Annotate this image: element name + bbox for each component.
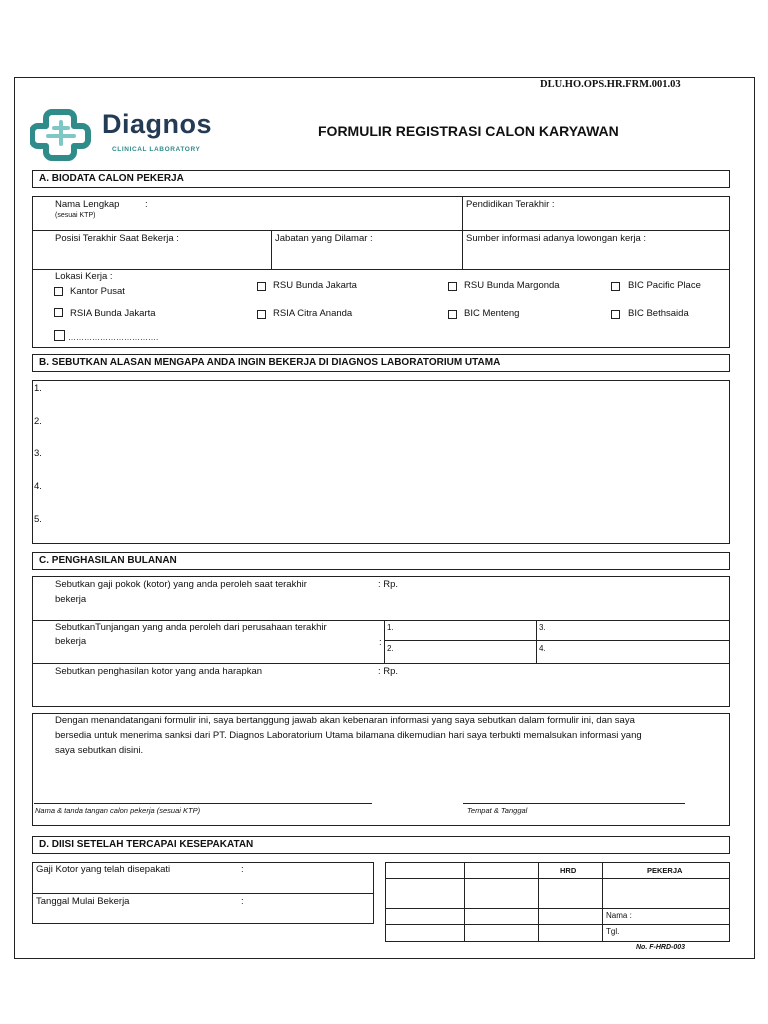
harapan-label: Sebutkan penghasilan kotor yang anda harapkan xyxy=(55,666,263,677)
nama-lengkap-note: (sesuai KTP) xyxy=(55,212,96,219)
location-label: RSIA Bunda Jakarta xyxy=(70,308,156,319)
gaji-disepakati-field[interactable] xyxy=(250,863,372,892)
section-c-title: C. PENGHASILAN BULANAN xyxy=(39,555,177,566)
approval-tgl-label: Tgl. xyxy=(606,927,620,936)
section-c-header xyxy=(32,552,730,570)
sumber-field[interactable] xyxy=(464,246,728,268)
gaji-disepakati-label: Gaji Kotor yang telah disepakati xyxy=(36,864,171,875)
checkbox-kantor-pusat[interactable] xyxy=(54,287,63,296)
posisi-field[interactable] xyxy=(34,246,269,268)
harapan-rp: : Rp. xyxy=(378,666,399,677)
biodata-row-divider-1 xyxy=(32,230,730,231)
kesepakatan-divider xyxy=(32,893,374,894)
checkbox-bic-pacific-place[interactable] xyxy=(611,282,620,291)
checkbox-rsia-citra-ananda[interactable] xyxy=(257,310,266,319)
location-label: RSU Bunda Margonda xyxy=(464,280,560,291)
diagnos-cross-icon xyxy=(30,106,92,164)
alasan-item: 1. xyxy=(34,383,42,394)
checkbox-bic-menteng[interactable] xyxy=(448,310,457,319)
alasan-item: 4. xyxy=(34,481,42,492)
location-label: RSIA Citra Ananda xyxy=(273,308,353,319)
approval-col-1 xyxy=(464,862,465,942)
signature-line xyxy=(34,803,372,804)
nama-lengkap-label: Nama Lengkap xyxy=(55,199,120,210)
location-label: BIC Menteng xyxy=(464,308,520,319)
penghasilan-divider-2 xyxy=(32,663,730,664)
logo-name: Diagnos xyxy=(102,109,213,139)
gaji-pokok-rp: : Rp. xyxy=(378,579,399,590)
approval-pekerja-signature[interactable] xyxy=(603,879,729,907)
harapan-field[interactable] xyxy=(404,665,726,705)
tunjangan-item[interactable]: 1. xyxy=(387,623,394,632)
posisi-label: Posisi Terakhir Saat Bekerja : xyxy=(55,233,179,244)
biodata-col-divider-1 xyxy=(462,196,463,269)
pendidikan-field[interactable] xyxy=(464,212,728,229)
form-number: No. F-HRD-003 xyxy=(636,944,686,951)
tunjangan-item[interactable]: 4. xyxy=(539,644,546,653)
section-a-header xyxy=(32,170,730,188)
penghasilan-divider-1 xyxy=(32,620,730,621)
tunjangan-left-line xyxy=(384,620,385,663)
tunjangan-item[interactable]: 3. xyxy=(539,623,546,632)
form-title: FORMULIR REGISTRASI CALON KARYAWAN xyxy=(318,123,619,139)
location-label: Kantor Pusat xyxy=(70,286,125,297)
place-date-line xyxy=(463,803,685,804)
gaji-pokok-label-1: Sebutkan gaji pokok (kotor) yang anda peroleh saat terakhir xyxy=(55,579,307,590)
declaration-line-3: saya sebutkan disini. xyxy=(55,745,144,756)
location-label: RSU Bunda Jakarta xyxy=(273,280,357,291)
approval-hrd-signature[interactable] xyxy=(539,879,601,907)
nama-lengkap-colon: : xyxy=(145,199,148,210)
tanggal-mulai-label: Tanggal Mulai Bekerja xyxy=(36,896,130,907)
alasan-item: 5. xyxy=(34,514,42,525)
tunjangan-colon: : xyxy=(379,637,382,648)
lainnya-field[interactable]: ……………………………. xyxy=(68,333,159,342)
tunjangan-item[interactable]: 2. xyxy=(387,644,394,653)
signature-caption: Nama & tanda tangan calon pekerja (sesuai KTP) xyxy=(35,806,201,815)
section-b-title: B. SEBUTKAN ALASAN MENGAPA ANDA INGIN BEKERJA DI DIAGNOS LABORATORIUM UTAMA xyxy=(39,357,501,368)
checkbox-bic-bethsaida[interactable] xyxy=(611,310,620,319)
declaration-line-1: Dengan menandatangani formulir ini, saya bertanggung jawab akan kebenaran informasi yang saya sebutkan dalam formulir ini, dan saya xyxy=(55,715,635,726)
approval-hrd-header: HRD xyxy=(560,866,577,875)
biodata-col-divider-2 xyxy=(271,230,272,269)
alasan-item: 2. xyxy=(34,416,42,427)
alasan-item: 3. xyxy=(34,448,42,459)
pendidikan-label: Pendidikan Terakhir : xyxy=(466,199,555,210)
tunjangan-mid-line xyxy=(384,640,730,641)
lokasi-label: Lokasi Kerja : xyxy=(55,271,113,282)
tunjangan-mid-vline xyxy=(536,620,537,663)
location-label: BIC Bethsaida xyxy=(628,308,689,319)
tanggal-mulai-field[interactable] xyxy=(250,895,372,923)
checkbox-rsu-bunda-margonda[interactable] xyxy=(448,282,457,291)
sumber-label: Sumber informasi adanya lowongan kerja : xyxy=(466,233,647,244)
signature-field[interactable] xyxy=(34,770,372,802)
jabatan-field[interactable] xyxy=(273,246,460,268)
gaji-pokok-field[interactable] xyxy=(404,578,726,618)
section-d-title: D. DIISI SETELAH TERCAPAI KESEPAKATAN xyxy=(39,839,254,850)
tunjangan-label-1: SebutkanTunjangan yang anda peroleh dari perusahaan terakhir xyxy=(55,622,327,633)
nama-lengkap-field[interactable] xyxy=(155,198,460,228)
biodata-row-divider-2 xyxy=(32,269,730,270)
section-a-title: A. BIODATA CALON PEKERJA xyxy=(39,173,184,184)
checkbox-lainnya[interactable] xyxy=(54,330,65,341)
alasan-field[interactable] xyxy=(46,382,726,540)
approval-row-3 xyxy=(385,924,730,925)
gaji-pokok-label-2: bekerja xyxy=(55,594,87,605)
location-label: BIC Pacific Place xyxy=(628,280,701,291)
section-b-header xyxy=(32,354,730,372)
jabatan-label: Jabatan yang Dilamar : xyxy=(275,233,373,244)
place-date-field[interactable] xyxy=(463,770,685,802)
logo-subtitle: CLINICAL LABORATORY xyxy=(112,146,201,153)
approval-pekerja-header: PEKERJA xyxy=(647,866,683,875)
tunjangan-label-2: bekerja xyxy=(55,636,87,647)
checkbox-rsia-bunda-jakarta[interactable] xyxy=(54,308,63,317)
checkbox-rsu-bunda-jakarta[interactable] xyxy=(257,282,266,291)
company-logo xyxy=(30,106,230,166)
tanggal-mulai-colon: : xyxy=(241,896,244,907)
document-code: DLU.HO.OPS.HR.FRM.001.03 xyxy=(540,79,681,90)
place-date-caption: Tempat & Tanggal xyxy=(467,806,528,815)
gaji-disepakati-colon: : xyxy=(241,864,244,875)
approval-row-2 xyxy=(385,908,730,909)
declaration-line-2: bersedia untuk menerima sanksi dari PT. Diagnos Laboratorium Utama bilamana dikemudian hari saya terbukti memalsukan informasi yang xyxy=(55,730,642,741)
section-d-header xyxy=(32,836,730,854)
approval-nama-label: Nama : xyxy=(606,911,632,920)
